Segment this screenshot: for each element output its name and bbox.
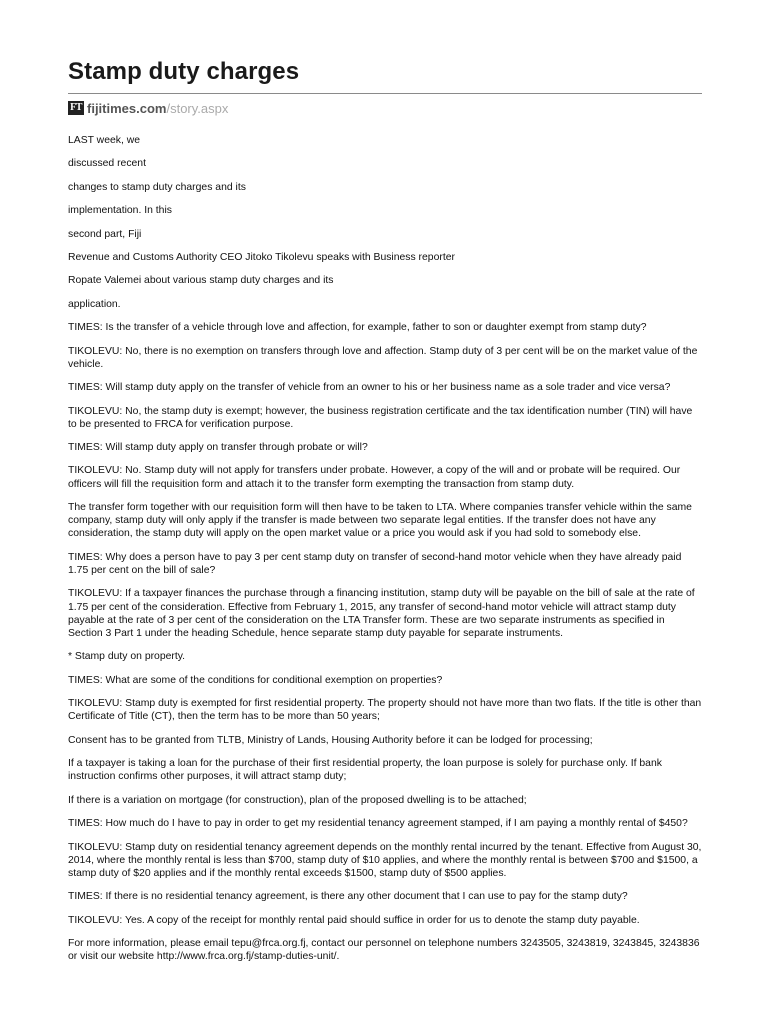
article-paragraph: Revenue and Customs Authority CEO Jitoko Tikolevu speaks with Business reporter [68,251,455,263]
article-page [68,54,702,974]
article-paragraph: application. [68,298,121,310]
article-paragraph: TIMES: What are some of the conditions for conditional exemption on properties? [68,674,443,686]
article-paragraph: TIMES: Will stamp duty apply on the transfer of vehicle from an owner to his or her business name as a sole trader and vice versa? [68,382,671,394]
article-paragraph: discussed recent [68,158,146,170]
article-body [68,134,702,964]
article-paragraph: TIKOLEVU: Stamp duty on residential tenancy agreement depends on the monthly rental incurred by the tenant. Effective from August 30, 2014, where the monthly rental is less than $700, stamp duty of $10 applies, and where the monthly rental is between $700 and $1500, a stamp duty of $20 applies and if the monthly rental exceeds $1500, stamp duty of $500 applies. [68,841,702,880]
article-paragraph: implementation. In this [68,205,172,217]
article-paragraph: TIKOLEVU: No. Stamp duty will not apply for transfers under probate. However, a copy of the will and or probate will be required. Our officers will fill the requisition form and attach it to the transfer form exempting the transaction from stamp duty. [68,465,681,490]
article-paragraph: TIKOLEVU: No, there is no exemption on transfers through love and affection. Stamp duty of 3 per cent will be on the market value of the vehicle. [68,345,698,370]
fiji-times-logo-icon: FT [68,101,84,115]
article-paragraph: Ropate Valemei about various stamp duty charges and its [68,275,334,287]
article-paragraph: TIKOLEVU: No, the stamp duty is exempt; however, the business registration certificate and the tax identification number (TIN) will have to be presented to FRCA for verification purpose. [68,405,693,430]
article-paragraph: TIKOLEVU: If a taxpayer finances the purchase through a financing institution, stamp duty will be payable on the bill of sale at the rate of 1.75 per cent of the consideration. Effective from February 1, 2015, any transfer of second-hand motor vehicle will attract stamp duty payable at the rate of 3 per cent of the consideration on the LTA Transfer form. These are two separate instruments as specified in Section 3 Part 1 under the heading Schedule, hence separate stamp duty payable for separate instruments. [68,588,695,640]
article-paragraph: If there is a variation on mortgage (for construction), plan of the proposed dwelling is to be attached; [68,794,527,806]
title-divider [68,93,702,94]
article-paragraph: TIMES: If there is no residential tenancy agreement, is there any other document that I can use to pay for the stamp duty? [68,891,628,903]
article-paragraph: For more information, please email tepu@frca.org.fj, contact our personnel on telephone numbers 3243505, 3243819, 3243845, 3243836 or visit our website http://www.frca.org.fj/stamp-duties-unit/. [68,938,700,963]
article-paragraph: * Stamp duty on property. [68,651,186,663]
article-paragraph: TIMES: Will stamp duty apply on transfer through probate or will? [68,442,368,454]
article-paragraph: TIMES: How much do I have to pay in order to get my residential tenancy agreement stamped, if I am paying a monthly rental of $450? [68,818,688,830]
article-paragraph: TIMES: Is the transfer of a vehicle through love and affection, for example, father to son or daughter exempt from stamp duty? [68,322,647,334]
article-paragraph: LAST week, we [68,135,140,146]
article-paragraph: TIKOLEVU: Yes. A copy of the receipt for monthly rental paid should suffice in order for us to denote the stamp duty payable. [68,914,640,926]
source-domain: fijitimes.com [87,100,167,116]
source-path: /story.aspx [166,100,229,116]
article-title: Stamp duty charges [68,58,300,85]
article-paragraph: TIMES: Why does a person have to pay 3 per cent stamp duty on transfer of second-hand motor vehicle when they have already paid 1.75 per cent on the bill of sale? [68,551,682,577]
article-paragraph: second part, Fiji [68,228,142,240]
article-source [68,100,702,116]
article-paragraph: If a taxpayer is taking a loan for the purchase of their first residential property, the loan purpose is solely for purchase only. If bank instruction confirms other purposes, it will attract stamp duty; [68,758,662,783]
article-paragraph: TIKOLEVU: Stamp duty is exempted for first residential property. The property should not have more than two flats. If the title is other than Certificate of Title (CT), then the term has to be more than 50 years; [68,698,702,723]
article-paragraph: The transfer form together with our requisition form will then have to be taken to LTA. Where companies transfer vehicle within the same company, stamp duty will only apply if the transfer is made between two separate legal entities. If the transfer does not have any consideration, the stamp duty will apply on the open market value or a price you would ask if you had sold to somebody else. [68,502,692,540]
article-paragraph: Consent has to be granted from TLTB, Ministry of Lands, Housing Authority before it can be lodged for processing; [68,734,593,746]
article-paragraph: changes to stamp duty charges and its [68,181,246,193]
